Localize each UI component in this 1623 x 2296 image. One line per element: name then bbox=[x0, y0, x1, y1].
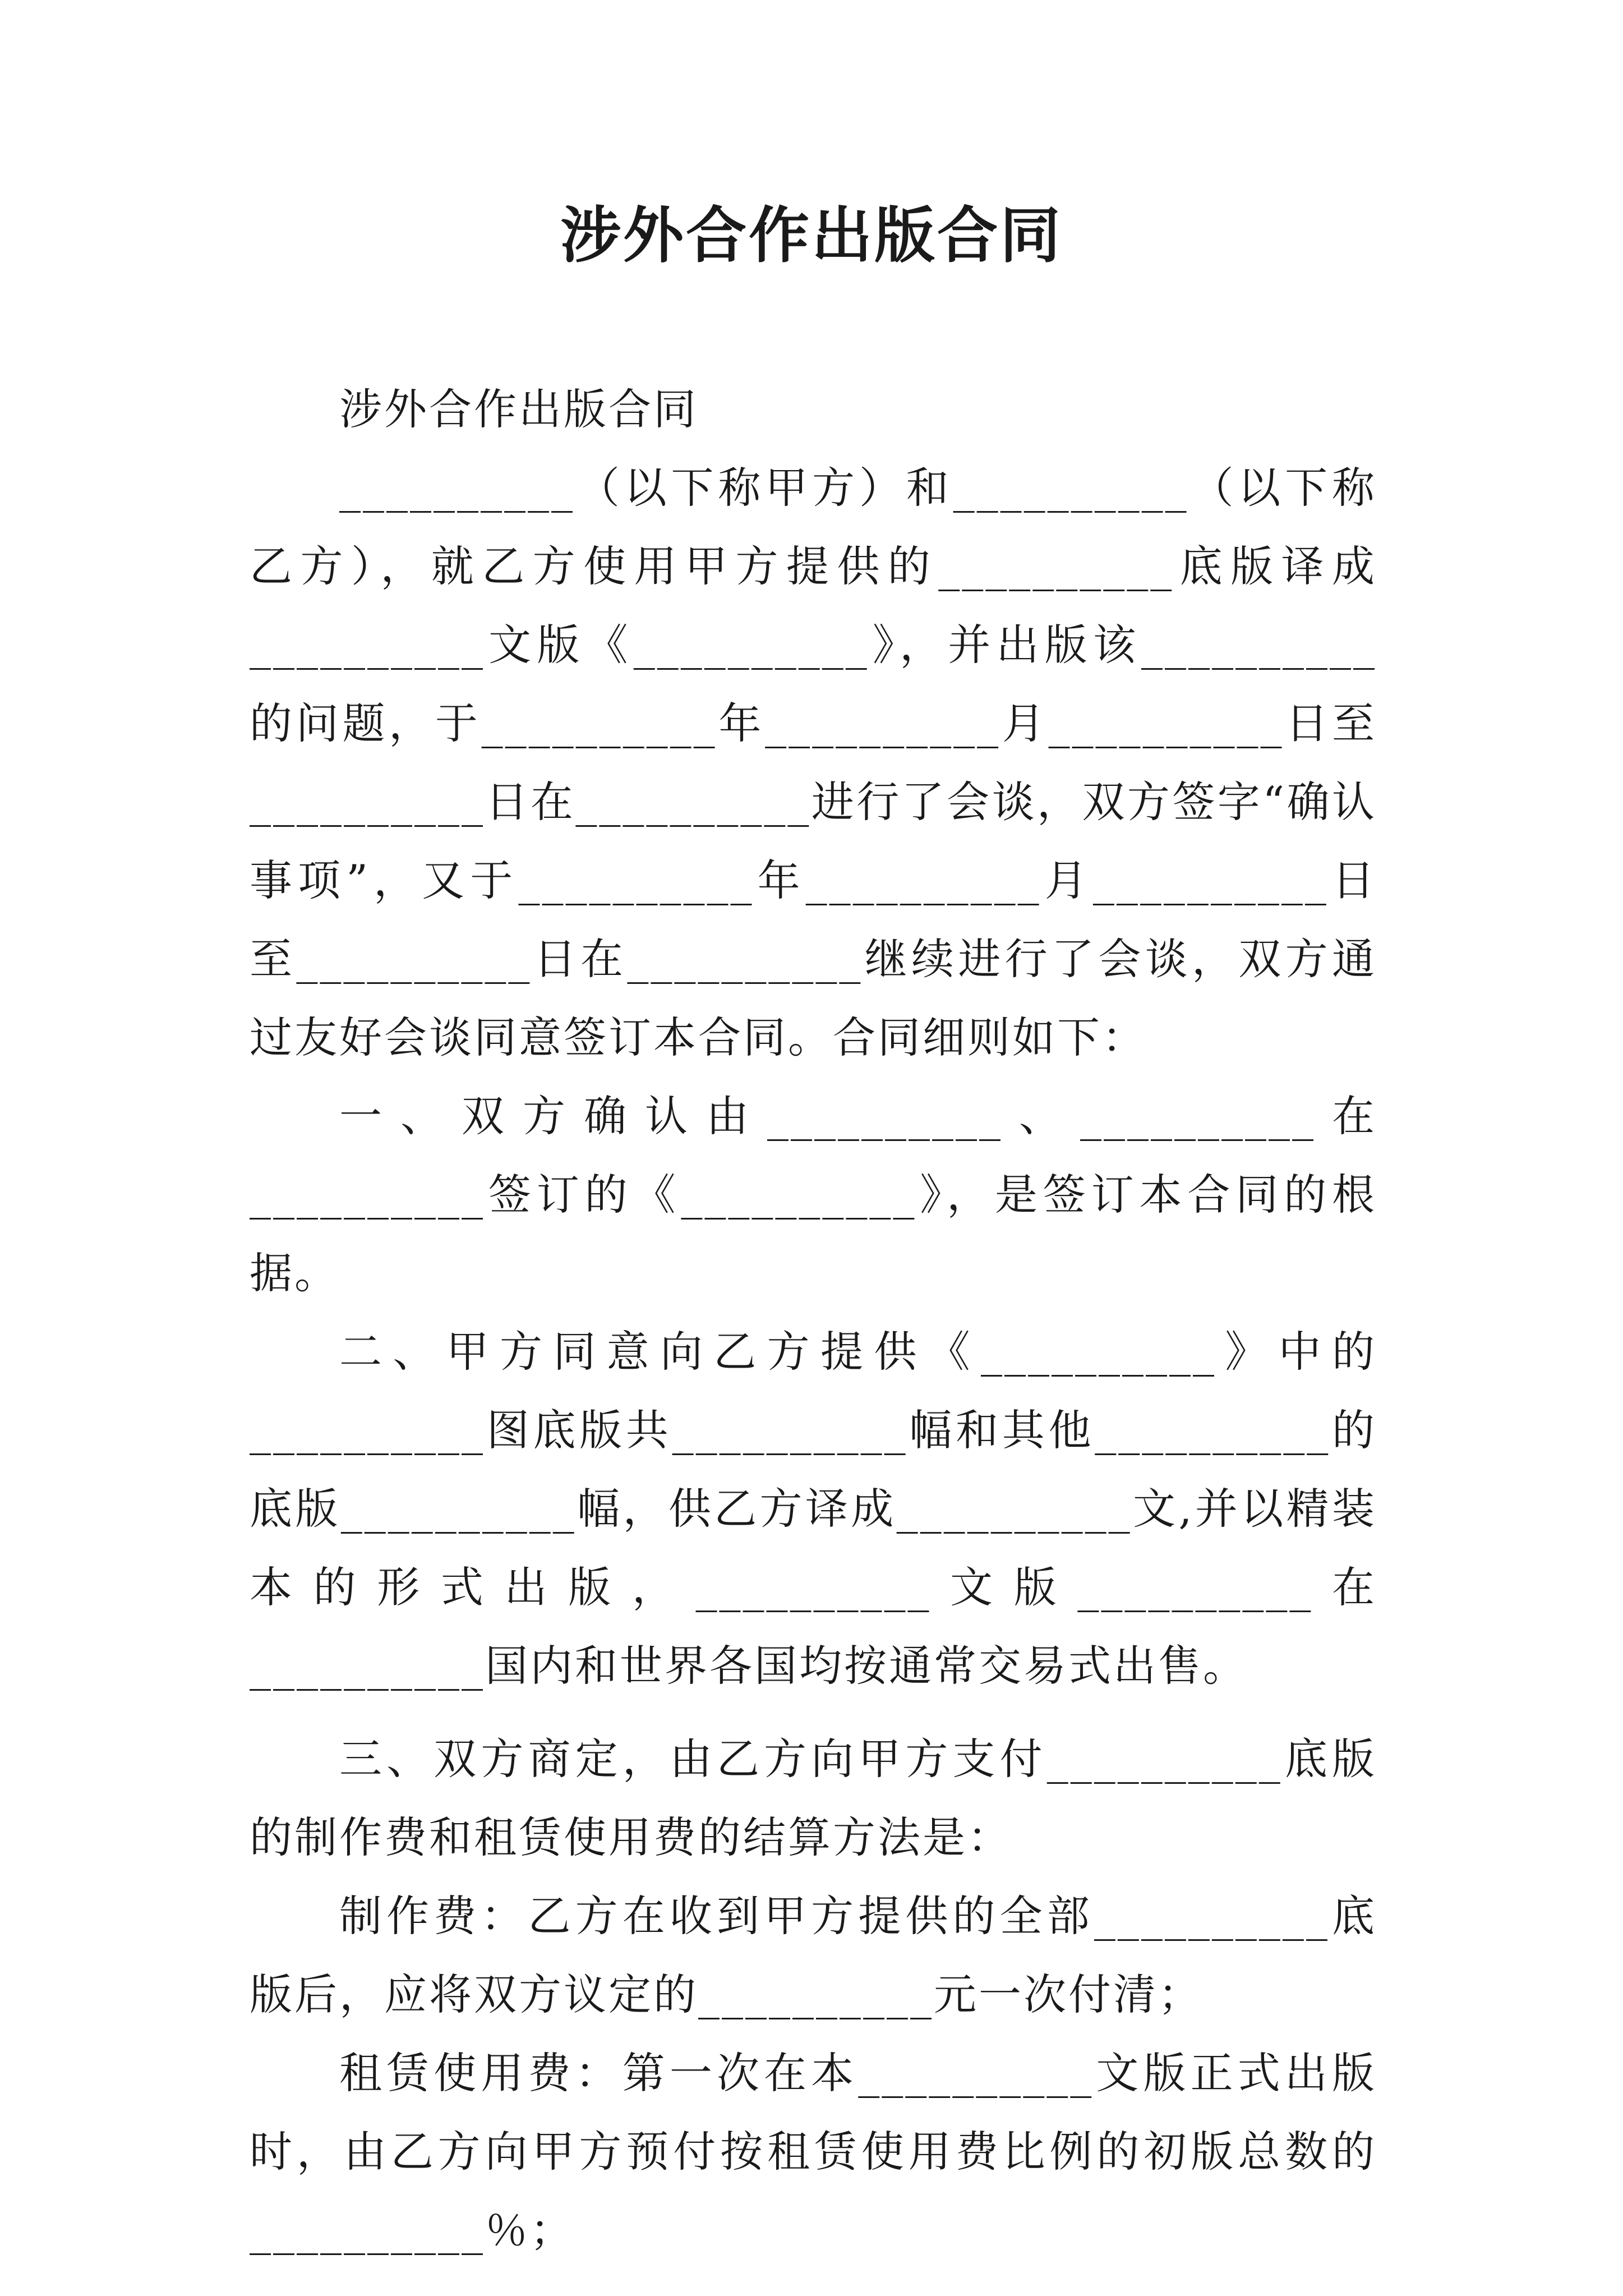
document-title: 涉外合作出版合同 bbox=[560, 200, 1063, 271]
clause-3-paragraph: 三、双方商定，由乙方向甲方支付__________底版的制作费和租赁使用费的结算方法是： bbox=[250, 1734, 1377, 1862]
clause-2-paragraph: 二、甲方同意向乙方提供《__________》中的__________图底版共__________幅和其他__________的底版__________幅，供乙方译成__________文,并以精装本的形式出版，__________文版__________在__________国内和世界各国均按通常交易式出售。 bbox=[250, 1327, 1377, 1691]
rental-fee-paragraph: 租赁使用费：第一次在本__________文版正式出版时，由乙方向甲方预付按租赁使用费比例的初版总数的__________％； bbox=[250, 2048, 1377, 2255]
clause-1-paragraph: 一、双方确认由__________、__________在__________签订的《__________》，是签订本合同的根据。 bbox=[250, 1091, 1377, 1298]
document-body bbox=[250, 370, 1377, 2270]
subtitle-paragraph: 涉外合作出版合同 bbox=[339, 384, 698, 434]
preamble-paragraph: __________（以下称甲方）和__________（以下称乙方），就乙方使用甲方提供的__________底版译成__________文版《__________》，并出版该__________的问题，于__________年__________月__________日至__________日在__________进行了会谈，双方签字“确认事项”，又于__________年__________月__________日至__________日在__________继续进行了会谈，双方通过友好会谈同意签订本合同。合同细则如下： bbox=[250, 463, 1377, 1062]
production-fee-paragraph: 制作费：乙方在收到甲方提供的全部__________底版后，应将双方议定的__________元一次付清； bbox=[250, 1891, 1377, 2019]
